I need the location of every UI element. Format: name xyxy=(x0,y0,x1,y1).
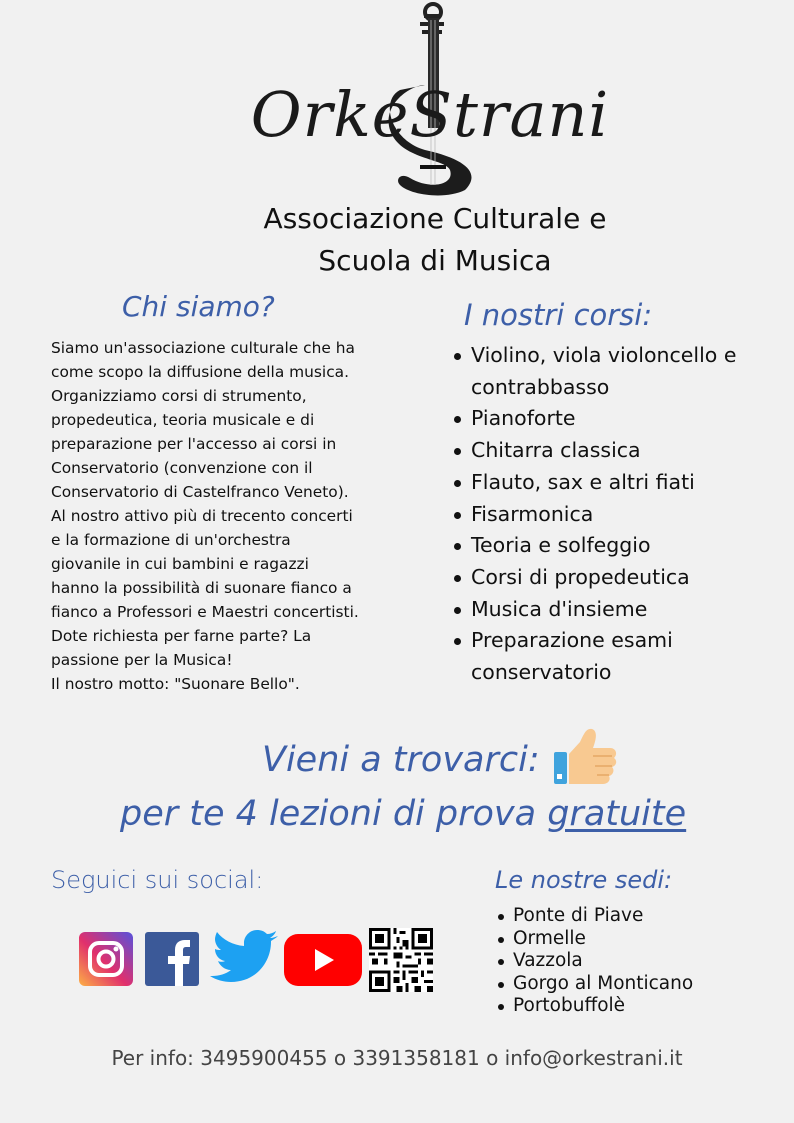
promo-line-1: Vieni a trovarci: xyxy=(262,740,540,780)
footer-contact: Per info: 3495900455 o 3391358181 o info@orkestrani.it xyxy=(111,1046,683,1070)
chi-siamo-text xyxy=(51,336,401,696)
chi-siamo-line: Siamo un'associazione culturale che ha xyxy=(51,339,355,357)
corso-item: Pianoforte xyxy=(452,403,782,435)
sedi-title: Le nostre sedi: xyxy=(495,866,673,894)
sede-item: Vazzola xyxy=(496,950,693,973)
social-title: Seguici sui social: xyxy=(51,866,264,894)
corso-item: Corsi di propedeutica xyxy=(452,562,782,594)
chi-siamo-line: hanno la possibilità di suonare fianco a xyxy=(51,579,352,597)
promo-line-2 xyxy=(120,794,686,834)
corsi-title: I nostri corsi: xyxy=(464,298,653,332)
thumbs-up-icon xyxy=(552,726,618,788)
corsi-list xyxy=(452,340,782,689)
qr-code-icon[interactable] xyxy=(369,928,433,992)
instagram-icon[interactable] xyxy=(79,932,133,986)
youtube-icon[interactable] xyxy=(284,934,362,986)
chi-siamo-line: e la formazione di un'orchestra xyxy=(51,531,291,549)
chi-siamo-line: Dote richiesta per farne parte? La xyxy=(51,627,312,645)
chi-siamo-title: Chi siamo? xyxy=(122,290,275,323)
facebook-icon[interactable] xyxy=(145,932,199,986)
chi-siamo-line: propedeutica, teoria musicale e di xyxy=(51,411,315,429)
promo-gratuite: gratuite xyxy=(547,794,687,834)
promo-line-2-prefix: per te 4 lezioni di prova xyxy=(120,794,548,834)
sedi-list xyxy=(496,905,693,1018)
chi-siamo-line: Organizziamo corsi di strumento, xyxy=(51,387,307,405)
sede-item: Ormelle xyxy=(496,928,693,951)
corso-item: Preparazione esami conservatorio xyxy=(452,625,782,688)
twitter-icon[interactable] xyxy=(210,928,280,988)
subtitle xyxy=(200,198,670,282)
subtitle-line-2: Scuola di Musica xyxy=(318,244,552,277)
chi-siamo-line: preparazione per l'accesso ai corsi in xyxy=(51,435,337,453)
sede-item: Ponte di Piave xyxy=(496,905,693,928)
logo-text: OrkeStrani xyxy=(250,78,610,151)
chi-siamo-line: Conservatorio di Castelfranco Veneto). xyxy=(51,483,349,501)
chi-siamo-line: passione per la Musica! xyxy=(51,651,233,669)
chi-siamo-line: Conservatorio (convenzione con il xyxy=(51,459,313,477)
chi-siamo-line: giovanile in cui bambini e ragazzi xyxy=(51,555,309,573)
chi-siamo-line: come scopo la diffusione della musica. xyxy=(51,363,349,381)
corso-item: Fisarmonica xyxy=(452,499,782,531)
corso-item: Musica d'insieme xyxy=(452,594,782,626)
corso-item: Violino, viola violoncello e contrabbasso xyxy=(452,340,782,403)
chi-siamo-line: Il nostro motto: "Suonare Bello". xyxy=(51,675,300,693)
corso-item: Chitarra classica xyxy=(452,435,782,467)
subtitle-line-1: Associazione Culturale e xyxy=(263,202,607,235)
sede-item: Portobuffolè xyxy=(496,995,693,1018)
corso-item: Flauto, sax e altri fiati xyxy=(452,467,782,499)
corso-item: Teoria e solfeggio xyxy=(452,530,782,562)
logo xyxy=(250,0,610,200)
sede-item: Gorgo al Monticano xyxy=(496,973,693,996)
chi-siamo-line: fianco a Professori e Maestri concertisti. xyxy=(51,603,359,621)
chi-siamo-line: Al nostro attivo più di trecento concerti xyxy=(51,507,353,525)
